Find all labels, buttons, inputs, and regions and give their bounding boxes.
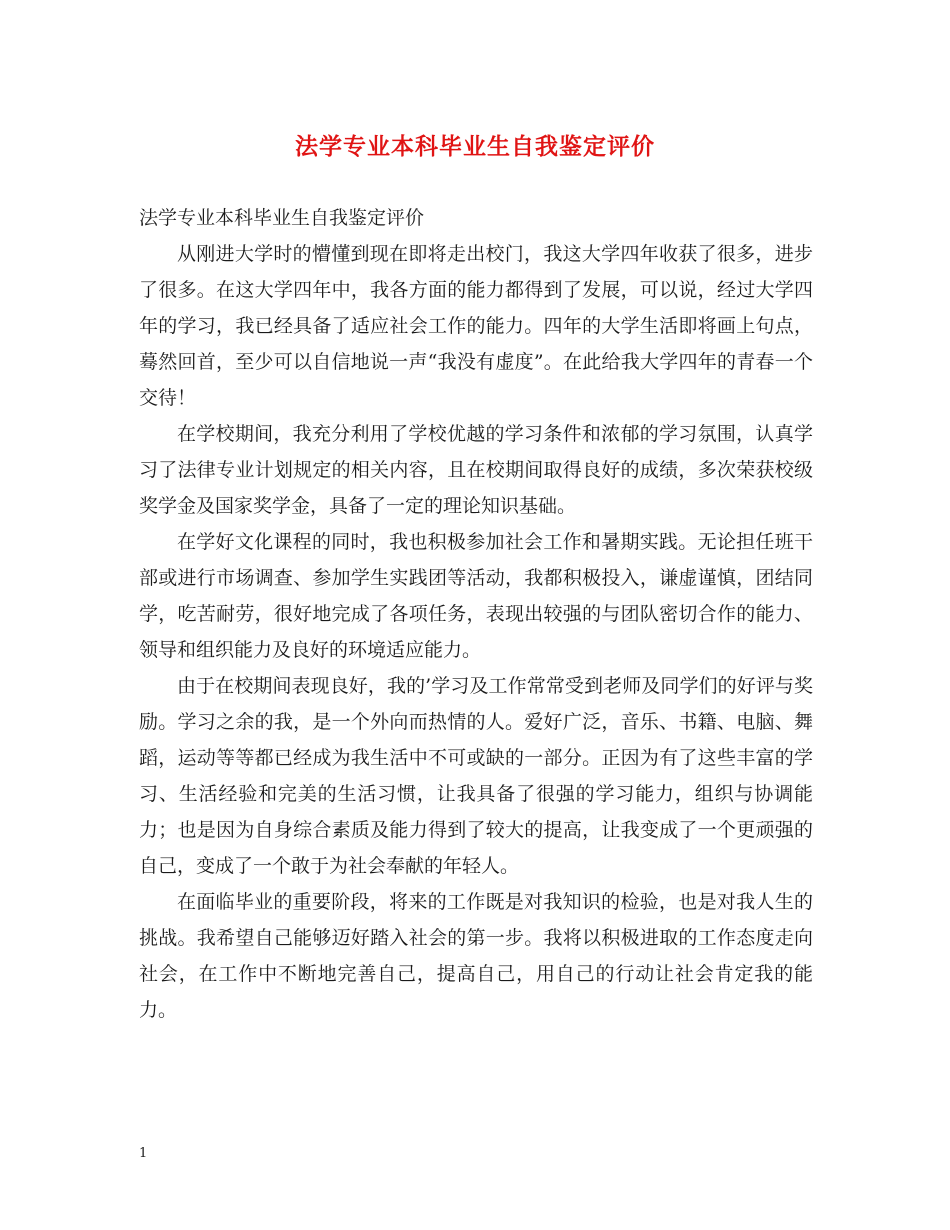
- paragraph-5: 在面临毕业的重要阶段，将来的工作既是对我知识的检验，也是对我人生的挑战。我希望自己能够迈好踏入社会的第一步。我将以积极进取的工作态度走向社会，在工作中不断地完善自己，提高自己，用自己的行动让社会肯定我的能力。: [139, 891, 813, 1021]
- page-number: 1: [139, 1146, 148, 1161]
- paragraph-3: 在学好文化课程的同时，我也积极参加社会工作和暑期实践。无论担任班干部或进行市场调查、参加学生实践团等活动，我都积极投入，谦虚谨慎，团结同学，吃苦耐劳，很好地完成了各项任务，表现出较强的与团队密切合作的能力、领导和组织能力及良好的环境适应能力。: [139, 531, 813, 661]
- document-subtitle: 法学专业本科毕业生自我鉴定评价: [139, 207, 425, 229]
- document-body: [139, 200, 813, 1028]
- paragraph-2: 在学校期间，我充分利用了学校优越的学习条件和浓郁的学习氛围，认真学习了法律专业计划规定的相关内容，且在校期间取得良好的成绩，多次荣获校级奖学金及国家奖学金，具备了一定的理论知识基础。: [139, 423, 813, 517]
- document-title: 法学专业本科毕业生自我鉴定评价: [295, 133, 655, 160]
- paragraph-1: 从刚进大学时的懵懂到现在即将走出校门，我这大学四年收获了很多，进步了很多。在这大学四年中，我各方面的能力都得到了发展，可以说，经过大学四年的学习，我已经具备了适应社会工作的能力。四年的大学生活即将画上句点，蓦然回首，至少可以自信地说一声“我没有虚度”。在此给我大学四年的青春一个交待！: [139, 243, 813, 409]
- paragraph-4: 由于在校期间表现良好，我的’学习及工作常常受到老师及同学们的好评与奖励。学习之余的我，是一个外向而热情的人。爱好广泛，音乐、书籍、电脑、舞蹈，运动等等都已经成为我生活中不可或缺的一部分。正因为有了这些丰富的学习、生活经验和完美的生活习惯，让我具备了很强的学习能力，组织与协调能力；也是因为自身综合素质及能力得到了较大的提高，让我变成了一个更顽强的自己，变成了一个敢于为社会奉献的年轻人。: [139, 675, 813, 877]
